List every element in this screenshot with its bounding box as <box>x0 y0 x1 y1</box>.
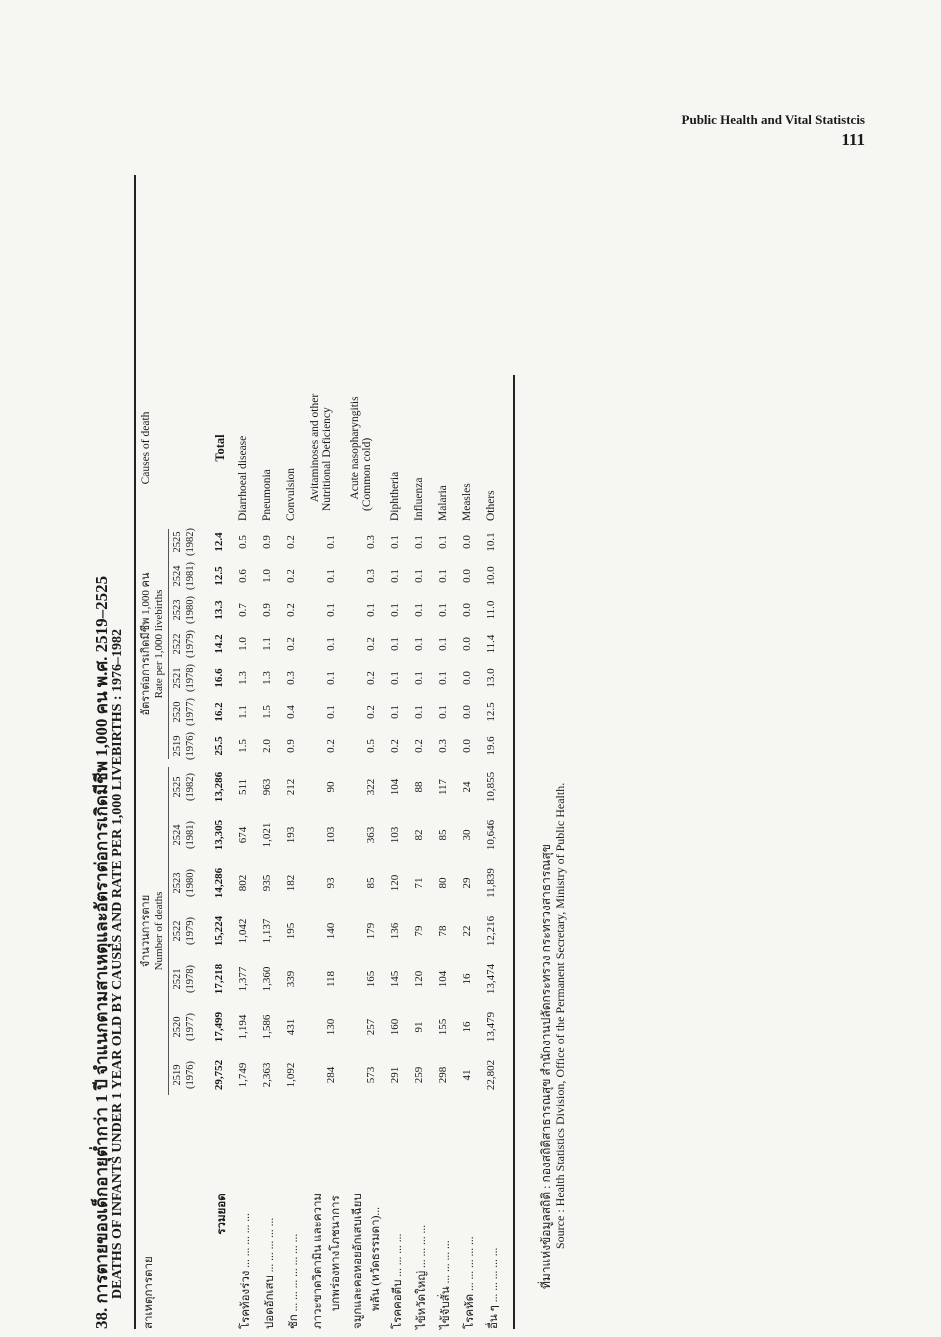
rate-cell: 0.3 <box>285 671 297 685</box>
death-count-cell: 85 <box>365 877 377 889</box>
rate-cell: 0.1 <box>389 705 401 719</box>
cause-th-line1: จมูกและคอหอยอักเสบเฉียบ <box>352 1193 364 1329</box>
year-be: 2524 <box>172 824 183 846</box>
rate-cell: 1.1 <box>261 637 273 651</box>
death-count-cell: 71 <box>413 877 425 889</box>
cause-th-line2: พลัน (หวัดธรรมดา)... <box>370 1206 382 1311</box>
row-cause-en <box>345 375 385 525</box>
rate-cell: 10.1 <box>485 532 497 552</box>
rate-cell: 0.2 <box>325 739 337 753</box>
rate-cell: 0.2 <box>285 637 297 651</box>
deaths-year-header <box>169 907 203 955</box>
rate-cell: 0.0 <box>461 705 473 719</box>
rate-cell: 1.5 <box>237 739 249 753</box>
rate-cell: 0.2 <box>413 739 425 753</box>
cause-en-line1: Avitaminoses and other <box>309 393 321 503</box>
year-ad: (1979) <box>185 917 196 945</box>
rate-cell: 0.3 <box>365 535 377 549</box>
cause-en-line2: (Common cold) <box>361 437 373 511</box>
cause-th-line1: ปอดอักเสบ ... ... ... ... ... <box>264 1217 276 1329</box>
year-ad: (1980) <box>185 869 196 897</box>
rate-cell: 1.0 <box>237 637 249 651</box>
death-count-cell: 284 <box>325 1066 337 1084</box>
row-cause-en <box>481 375 505 525</box>
rate-cell: 11.0 <box>485 600 497 620</box>
section-title: Public Health and Vital Statistcis <box>681 112 865 127</box>
year-ad: (1979) <box>185 630 196 658</box>
row-cause-en <box>281 375 305 525</box>
cause-th-line2: บกพร่องทางโภชนาการ <box>330 1195 342 1311</box>
rate-cell: 1.1 <box>237 705 249 719</box>
death-count-cell: 17,218 <box>213 963 225 995</box>
rate-cell: 0.1 <box>389 535 401 549</box>
rate-cell: 12.5 <box>485 702 497 722</box>
rate-cell: 0.1 <box>325 637 337 651</box>
death-count-cell: 16 <box>461 973 473 985</box>
death-count-cell: 130 <box>325 1018 337 1036</box>
rate-cell: 0.1 <box>389 637 401 651</box>
rate-cell: 0.3 <box>365 569 377 583</box>
rates-year-header <box>169 729 203 763</box>
table-title-thai <box>88 175 110 1329</box>
cause-th-line1: โรคคอตีบ ... ... ... ... <box>392 1233 404 1329</box>
death-count-cell: 1,042 <box>237 918 249 944</box>
row-cause-th <box>409 1099 433 1329</box>
rate-cell: 0.1 <box>325 535 337 549</box>
cause-en-line1: Convulsion <box>285 467 297 521</box>
death-count-cell: 30 <box>461 829 473 841</box>
source-thai: ที่มาแห่งข้อมูลสถิติ : กองสถิติสาธารณสุข สำนักงานปลัดกระทรวง กระทรวงสาธารณสุข <box>539 844 553 1289</box>
year-be: 2523 <box>172 599 183 621</box>
row-cause-en <box>233 375 257 525</box>
rate-cell: 1.3 <box>261 671 273 685</box>
rate-cell: 0.1 <box>389 603 401 617</box>
rate-cell: 0.1 <box>325 705 337 719</box>
rate-cell: 0.1 <box>413 671 425 685</box>
death-count-cell: 17,499 <box>213 1011 225 1043</box>
rate-cell: 16.2 <box>213 702 225 722</box>
row-cause-th <box>433 1099 457 1329</box>
death-count-cell: 91 <box>413 1021 425 1033</box>
death-count-cell: 431 <box>285 1018 297 1036</box>
death-count-cell: 24 <box>461 781 473 793</box>
rate-cell: 12.4 <box>213 532 225 552</box>
rate-cell: 2.0 <box>261 739 273 753</box>
rate-cell: 0.3 <box>437 739 449 753</box>
death-count-cell: 120 <box>413 970 425 988</box>
death-count-cell: 259 <box>413 1066 425 1084</box>
death-count-cell: 322 <box>365 778 377 796</box>
death-count-cell: 16 <box>461 1021 473 1033</box>
rate-cell: 0.0 <box>461 603 473 617</box>
deaths-table <box>136 175 515 1329</box>
rate-cell: 16.6 <box>213 668 225 688</box>
row-cause-th <box>281 1099 305 1329</box>
death-count-cell: 93 <box>325 877 337 889</box>
death-count-cell: 193 <box>285 826 297 844</box>
death-count-cell: 573 <box>365 1066 377 1084</box>
death-count-cell: 103 <box>325 826 337 844</box>
rate-cell: 0.5 <box>237 535 249 549</box>
rate-cell: 0.1 <box>325 603 337 617</box>
rates-year-header <box>169 559 203 593</box>
row-cause-th <box>457 1099 481 1329</box>
death-count-cell: 1,194 <box>237 1014 249 1040</box>
cause-en-line2: Nutritional Deficiency <box>321 407 333 511</box>
rate-cell: 0.2 <box>365 705 377 719</box>
rate-cell: 0.1 <box>389 569 401 583</box>
year-be: 2522 <box>172 633 183 655</box>
row-cause-th <box>385 1099 409 1329</box>
death-count-cell: 1,377 <box>237 966 249 992</box>
cause-en-line1: Measles <box>461 483 473 521</box>
death-count-cell: 13,305 <box>213 819 225 851</box>
rate-cell: 10.0 <box>485 566 497 586</box>
death-count-cell: 10,646 <box>485 819 497 851</box>
cause-en-line1: Acute nasopharyngitis <box>349 396 361 500</box>
deaths-year-header <box>169 859 203 907</box>
row-cause-th <box>481 1099 505 1329</box>
death-count-cell: 1,092 <box>285 1062 297 1088</box>
cause-th-line1: อื่น ๆ ... ... ... ... ... <box>488 1247 500 1329</box>
rate-cell: 0.0 <box>461 671 473 685</box>
rate-cell: 0.1 <box>413 535 425 549</box>
row-cause-en <box>257 375 281 525</box>
source-english: Source : Health Statistics Division, Office of the Permanent Secretary, Ministry of Public Health. <box>553 782 567 1249</box>
death-count-cell: 963 <box>261 778 273 796</box>
death-count-cell: 195 <box>285 922 297 940</box>
rate-cell: 0.2 <box>285 535 297 549</box>
death-count-cell: 13,286 <box>213 771 225 803</box>
deaths-year-header <box>169 1051 203 1099</box>
death-count-cell: 2,363 <box>261 1062 273 1088</box>
year-ad: (1981) <box>185 562 196 590</box>
year-ad: (1981) <box>185 821 196 849</box>
rate-cell: 0.0 <box>461 569 473 583</box>
deaths-year-header <box>169 955 203 1003</box>
row-cause-th <box>345 1099 385 1329</box>
death-count-cell: 82 <box>413 829 425 841</box>
header-cause-th: สาเหตุการตาย <box>143 1256 155 1329</box>
death-count-cell: 257 <box>365 1018 377 1036</box>
death-count-cell: 15,224 <box>213 915 225 947</box>
death-count-cell: 118 <box>325 970 337 988</box>
death-count-cell: 120 <box>389 874 401 892</box>
death-count-cell: 136 <box>389 922 401 940</box>
death-count-cell: 90 <box>325 781 337 793</box>
rates-year-header <box>169 695 203 729</box>
death-count-cell: 291 <box>389 1066 401 1084</box>
death-count-cell: 14,286 <box>213 867 225 899</box>
rate-cell: 0.2 <box>365 671 377 685</box>
deaths-year-header <box>169 1003 203 1051</box>
cause-th-line1: ภาวะขาดวิตามิน และความ <box>312 1193 324 1329</box>
table-title-english: DEATHS OF INFANTS UNDER 1 YEAR OLD BY CAUSES AND RATE PER 1,000 LIVEBIRTHS : 1976–1982 <box>110 628 125 1299</box>
rate-cell: 0.9 <box>261 603 273 617</box>
death-count-cell: 29 <box>461 877 473 889</box>
death-count-cell: 13,479 <box>485 1011 497 1043</box>
death-count-cell: 22 <box>461 925 473 937</box>
death-count-cell: 802 <box>237 874 249 892</box>
death-count-cell: 103 <box>389 826 401 844</box>
death-count-cell: 339 <box>285 970 297 988</box>
death-count-cell: 140 <box>325 922 337 940</box>
title-thai-text: การตายของเด็กอายุต่ำกว่า 1 ปี จำแนกตามสาเหตุและอัตราต่อการเกิดมีชีพ 1,000 คน พ.ศ. 2519–2525 <box>92 575 111 1304</box>
rate-cell: 0.6 <box>237 569 249 583</box>
row-cause-th <box>203 1099 233 1329</box>
rate-cell: 0.1 <box>437 671 449 685</box>
death-count-cell: 1,360 <box>261 966 273 992</box>
rate-cell: 0.1 <box>437 705 449 719</box>
deaths-header-en: Number of deaths <box>153 891 165 971</box>
year-be: 2525 <box>172 531 183 553</box>
rate-cell: 0.1 <box>437 569 449 583</box>
row-cause-en <box>409 375 433 525</box>
year-ad: (1982) <box>185 773 196 801</box>
death-count-cell: 85 <box>437 829 449 841</box>
death-count-cell: 298 <box>437 1066 449 1084</box>
rotated-table-page <box>88 175 700 1329</box>
death-count-cell: 145 <box>389 970 401 988</box>
year-be: 2520 <box>172 1016 183 1038</box>
cause-th-line1: รวมยอด <box>216 1193 228 1235</box>
death-count-cell: 80 <box>437 877 449 889</box>
row-cause-en <box>457 375 481 525</box>
year-ad: (1982) <box>185 528 196 556</box>
page-number: 111 <box>841 130 865 149</box>
rate-cell: 19.6 <box>485 736 497 756</box>
death-count-cell: 22,802 <box>485 1059 497 1091</box>
rate-cell: 0.2 <box>285 569 297 583</box>
death-count-cell: 1,749 <box>237 1062 249 1088</box>
year-be: 2524 <box>172 565 183 587</box>
rate-cell: 0.7 <box>237 603 249 617</box>
rate-cell: 0.1 <box>325 569 337 583</box>
death-count-cell: 160 <box>389 1018 401 1036</box>
rate-header <box>136 525 169 763</box>
cause-th-line1: ชัก ... ... ... ... ... ... ... <box>288 1233 300 1329</box>
rate-cell: 0.0 <box>461 637 473 651</box>
rate-cell: 1.3 <box>237 671 249 685</box>
rate-cell: 1.0 <box>261 569 273 583</box>
row-cause-en <box>385 375 409 525</box>
rate-cell: 1.5 <box>261 705 273 719</box>
year-be: 2521 <box>172 667 183 689</box>
row-cause-th <box>305 1099 345 1329</box>
death-count-cell: 182 <box>285 874 297 892</box>
death-count-cell: 1,137 <box>261 918 273 944</box>
header-cause-en: Causes of death <box>140 411 152 485</box>
death-count-cell: 935 <box>261 874 273 892</box>
death-count-cell: 104 <box>437 970 449 988</box>
rate-cell: 0.1 <box>325 671 337 685</box>
deaths-header-th: จำนวนการตาย <box>140 894 152 968</box>
death-count-cell: 11,839 <box>485 868 497 898</box>
death-count-cell: 88 <box>413 781 425 793</box>
rate-cell: 0.2 <box>389 739 401 753</box>
rate-cell: 0.9 <box>285 739 297 753</box>
rate-cell: 11.4 <box>485 634 497 654</box>
year-be: 2520 <box>172 701 183 723</box>
cause-en-line1: Others <box>485 490 497 521</box>
rate-cell: 25.5 <box>213 736 225 756</box>
rate-cell: 0.1 <box>437 535 449 549</box>
death-count-cell: 41 <box>461 1069 473 1081</box>
rate-cell: 0.1 <box>413 637 425 651</box>
rate-cell: 0.4 <box>285 705 297 719</box>
rate-cell: 0.1 <box>365 603 377 617</box>
deaths-year-header <box>169 763 203 811</box>
death-count-cell: 12,216 <box>485 915 497 947</box>
death-count-cell: 10,855 <box>485 771 497 803</box>
year-be: 2519 <box>172 1064 183 1086</box>
rates-year-header <box>169 525 203 559</box>
cause-th-line1: ไข้จับสั่น ... ... ... ... <box>440 1240 452 1329</box>
year-be: 2522 <box>172 920 183 942</box>
year-be: 2521 <box>172 968 183 990</box>
table-number: 38. <box>92 1307 111 1329</box>
death-count-cell: 155 <box>437 1018 449 1036</box>
year-ad: (1976) <box>185 1061 196 1089</box>
deaths-year-header <box>169 811 203 859</box>
cause-en-line1: Total <box>213 434 227 462</box>
death-count-cell: 104 <box>389 778 401 796</box>
rates-year-header <box>169 627 203 661</box>
rate-cell: 0.0 <box>461 739 473 753</box>
death-count-cell: 117 <box>437 778 449 796</box>
death-count-cell: 165 <box>365 970 377 988</box>
source-note <box>537 175 569 1289</box>
rate-cell: 0.5 <box>365 739 377 753</box>
rate-cell: 14.2 <box>213 634 225 654</box>
year-ad: (1978) <box>185 664 196 692</box>
cause-en-line1: Pneumonia <box>261 469 273 521</box>
cause-en-line1: Diphtheria <box>389 471 401 521</box>
rate-cell: 13.0 <box>485 668 497 688</box>
death-count-cell: 511 <box>237 778 249 796</box>
rate-cell: 0.2 <box>285 603 297 617</box>
rate-cell: 0.1 <box>413 569 425 583</box>
row-cause-en <box>203 375 233 525</box>
cause-th-line1: ไข้หวัดใหญ่ ... ... ... ... <box>416 1224 428 1329</box>
rates-year-header <box>169 593 203 627</box>
rate-cell: 0.1 <box>389 671 401 685</box>
year-ad: (1976) <box>185 732 196 760</box>
rate-cell: 0.1 <box>413 705 425 719</box>
death-count-cell: 674 <box>237 826 249 844</box>
row-cause-th <box>233 1099 257 1329</box>
rate-cell: 0.1 <box>413 603 425 617</box>
death-count-cell: 212 <box>285 778 297 796</box>
rate-cell: 13.3 <box>213 600 225 620</box>
rate-cell: 0.1 <box>437 637 449 651</box>
rate-cell: 0.1 <box>437 603 449 617</box>
death-count-cell: 363 <box>365 826 377 844</box>
row-cause-en <box>305 375 345 525</box>
row-cause-th <box>257 1099 281 1329</box>
year-ad: (1978) <box>185 965 196 993</box>
death-count-cell: 179 <box>365 922 377 940</box>
year-be: 2523 <box>172 872 183 894</box>
rate-cell: 0.2 <box>365 637 377 651</box>
rate-cell: 0.0 <box>461 535 473 549</box>
year-ad: (1980) <box>185 596 196 624</box>
year-ad: (1977) <box>185 1013 196 1041</box>
death-count-cell: 78 <box>437 925 449 937</box>
row-cause-en <box>433 375 457 525</box>
death-count-cell: 13,474 <box>485 963 497 995</box>
death-count-cell: 79 <box>413 925 425 937</box>
year-be: 2519 <box>172 735 183 757</box>
cause-en-line1: Malaria <box>437 485 449 521</box>
rate-cell: 0.9 <box>261 535 273 549</box>
cause-th-line1: โรคท้องร่วง ... ... ... ... ... <box>240 1213 252 1329</box>
rate-header-th: อัตราต่อการเกิดมีชีพ 1,000 คน <box>140 572 152 716</box>
year-ad: (1977) <box>185 698 196 726</box>
bottom-rule <box>513 375 515 1329</box>
cause-en-line1: Diarrhoeal disease <box>237 435 249 521</box>
page-header <box>682 112 865 150</box>
year-be: 2525 <box>172 776 183 798</box>
rate-cell: 12.5 <box>213 566 225 586</box>
deaths-header <box>136 763 169 1099</box>
cause-en-line1: Influenza <box>413 477 425 521</box>
cause-th-line1: โรคหัด ... ... ... ... ... <box>464 1236 476 1329</box>
death-count-cell: 1,586 <box>261 1014 273 1040</box>
death-count-cell: 29,752 <box>213 1059 225 1091</box>
death-count-cell: 1,021 <box>261 822 273 848</box>
rate-header-en: Rate per 1,000 livebirths <box>153 589 165 699</box>
rates-year-header <box>169 661 203 695</box>
